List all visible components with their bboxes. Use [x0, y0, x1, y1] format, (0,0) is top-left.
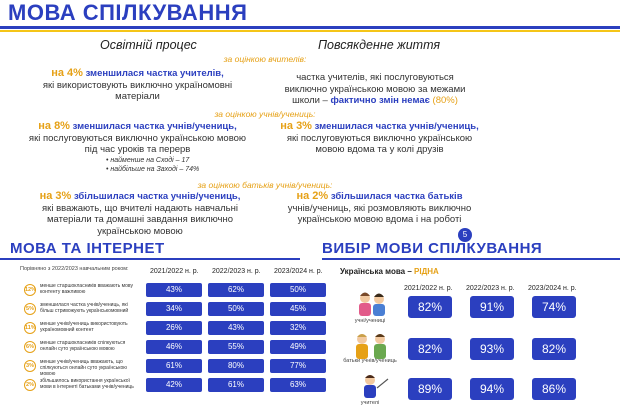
students-right-line2: мовою вдома та у колі друзів — [315, 144, 444, 155]
teachers-left-pct: на 4% — [51, 67, 83, 79]
page-title: МОВА СПІЛКУВАННЯ — [8, 0, 248, 25]
internet-row-pct-circle: 3% — [24, 360, 36, 372]
internet-cell: 34% — [146, 302, 202, 316]
choice-row-label: учні/учениці — [354, 318, 386, 324]
choice-cell: 82% — [408, 296, 452, 318]
students-left-line1: які послуговуються виключно українською мовою — [28, 132, 247, 144]
page-number-badge: 5 — [458, 228, 472, 242]
students-left-line2: під час уроків та перерв — [84, 144, 191, 155]
internet-cell: 45% — [270, 302, 326, 316]
students-bullet-1: • найменше на Сході – 17 — [106, 157, 190, 164]
teachers-left-line1: які використовують виключно україномовні — [42, 79, 233, 91]
internet-row-desc: збільшилось використання української мови в інтернеті батьками учнів/учениць — [40, 378, 134, 390]
choice-cell: 91% — [470, 296, 514, 318]
internet-year-3: 2023/2024 н. р. — [274, 268, 323, 275]
internet-cell: 42% — [146, 378, 202, 392]
choice-row-label: учителі — [360, 400, 380, 406]
internet-cell: 50% — [270, 283, 326, 297]
internet-compare-label: Порівняно з 2022/2023 навчальним роком: — [20, 266, 129, 272]
parents-right-pct: на 2% — [296, 190, 329, 202]
internet-row-desc: менше учнів/учениць використовують україномовний контент — [40, 321, 128, 333]
teachers-right-line3b: фактично змін немає — [330, 95, 430, 106]
choice-row-label: батьки учнів/учениць — [343, 358, 397, 364]
internet-cell: 26% — [146, 321, 202, 335]
choice-cell: 74% — [532, 296, 576, 318]
internet-cell: 46% — [146, 340, 202, 354]
internet-rule — [0, 258, 300, 260]
internet-cell: 32% — [270, 321, 326, 335]
students-left-pct: на 8% — [38, 120, 70, 132]
choice-subtitle-a: Українська мова – — [340, 267, 412, 276]
internet-year-1: 2021/2022 н. р. — [150, 268, 199, 275]
parents-right-bold: збільшилася частка батьків — [330, 191, 463, 202]
col-head-education: Освітній процес — [100, 38, 197, 52]
internet-cell: 43% — [146, 283, 202, 297]
choice-cell: 86% — [532, 378, 576, 400]
parents-left-line1: які вважають, що вчителі надають навчальні — [42, 202, 238, 214]
internet-cell: 80% — [208, 359, 264, 373]
internet-row-pct-circle: 11% — [24, 322, 36, 334]
parents-right-line1: учнів/учениць, які розмовляють виключно — [287, 202, 472, 214]
teachers-left-block — [30, 68, 245, 103]
choice-cell: 89% — [408, 378, 452, 400]
students-bullets — [106, 156, 199, 174]
choice-cell: 93% — [470, 338, 514, 360]
internet-cell: 55% — [208, 340, 264, 354]
title-rule-blue — [0, 26, 620, 29]
parents-right-line2: українською мовою вдома і на роботі — [297, 214, 462, 225]
internet-row-desc: зменшилася частка учнів/учениць, які більш стривожують українськомовний — [40, 302, 129, 314]
teachers-right-line1: частка учителів, які послуговуються — [296, 72, 454, 83]
choice-title: ВИБІР МОВИ СПІЛКУВАННЯ — [322, 240, 543, 257]
choice-year-1: 2021/2022 н. р. — [404, 285, 453, 292]
students-left-bold: зменшилася частка учнів/учениць, — [72, 121, 237, 132]
choice-rule — [322, 258, 620, 260]
parents-right-block — [272, 191, 487, 226]
students-right-line1: які послуговуються виключно українською — [286, 132, 473, 144]
choice-subtitle-b: РІДНА — [414, 267, 439, 276]
internet-row-desc: менше учнів/учениць вважають, що спілкуються онлайн суто українською мовою — [40, 359, 127, 377]
parents-left-line3: українською мовою — [97, 225, 183, 237]
choice-subtitle — [340, 267, 439, 276]
teachers-label: за оцінкою вчителів: — [223, 54, 307, 64]
parents-label: за оцінкою батьків учнів/учениць: — [197, 180, 333, 190]
internet-row-pct-circle: 12% — [24, 284, 36, 296]
internet-year-2: 2022/2023 н. р. — [212, 268, 261, 275]
students-right-pct: на 3% — [280, 120, 312, 132]
parents-left-pct: на 3% — [39, 190, 72, 202]
internet-cell: 63% — [270, 378, 326, 392]
students-figure-icon — [352, 290, 392, 318]
teachers-left-bold: зменшилася частка учителів, — [85, 68, 224, 79]
parents-left-line2: матеріали та домашні завдання виключно — [47, 214, 233, 225]
choice-year-3: 2023/2024 н. р. — [528, 285, 577, 292]
students-bullet-2: • найбільше на Заході – 74% — [106, 166, 200, 173]
internet-row-desc: менше старшокласників вважають мову контенту важливою — [40, 283, 133, 295]
col-head-daily-life: Повсякденне життя — [318, 38, 441, 52]
students-label: за оцінкою учнів/учениць: — [214, 109, 316, 119]
internet-cell: 77% — [270, 359, 326, 373]
choice-cell: 82% — [408, 338, 452, 360]
internet-row-pct-circle: 6% — [24, 341, 36, 353]
teachers-left-line2: матеріали — [115, 91, 160, 102]
students-left-block — [25, 121, 250, 156]
internet-cell: 61% — [146, 359, 202, 373]
choice-cell: 82% — [532, 338, 576, 360]
internet-cell: 49% — [270, 340, 326, 354]
internet-cell: 50% — [208, 302, 264, 316]
teachers-right-line2: виключно українською мовою за межами — [284, 83, 466, 95]
choice-cell: 94% — [470, 378, 514, 400]
internet-cell: 62% — [208, 283, 264, 297]
title-rule-yellow — [0, 30, 620, 32]
internet-row-pct-circle: 5% — [24, 303, 36, 315]
internet-title: МОВА ТА ІНТЕРНЕТ — [10, 240, 165, 257]
internet-row-pct-circle: 2% — [24, 379, 36, 391]
teachers-right-line3c: (80%) — [432, 95, 458, 106]
choice-year-2: 2022/2023 н. р. — [466, 285, 515, 292]
teachers-right-line3a: школи – — [292, 95, 328, 106]
parents-left-block — [25, 191, 255, 237]
teachers-right-block — [275, 72, 475, 107]
teachers-figure-icon — [356, 373, 390, 399]
parents-figure-icon — [350, 332, 394, 360]
students-right-bold: зменшилася частка учнів/учениць, — [314, 121, 479, 132]
internet-row-desc: менше старшокласників спілкуються онлайн суто українською мовою — [40, 340, 126, 352]
students-right-block — [272, 121, 487, 156]
internet-cell: 43% — [208, 321, 264, 335]
internet-cell: 61% — [208, 378, 264, 392]
parents-left-bold: збільшилася частка учнів/учениць, — [73, 191, 241, 202]
